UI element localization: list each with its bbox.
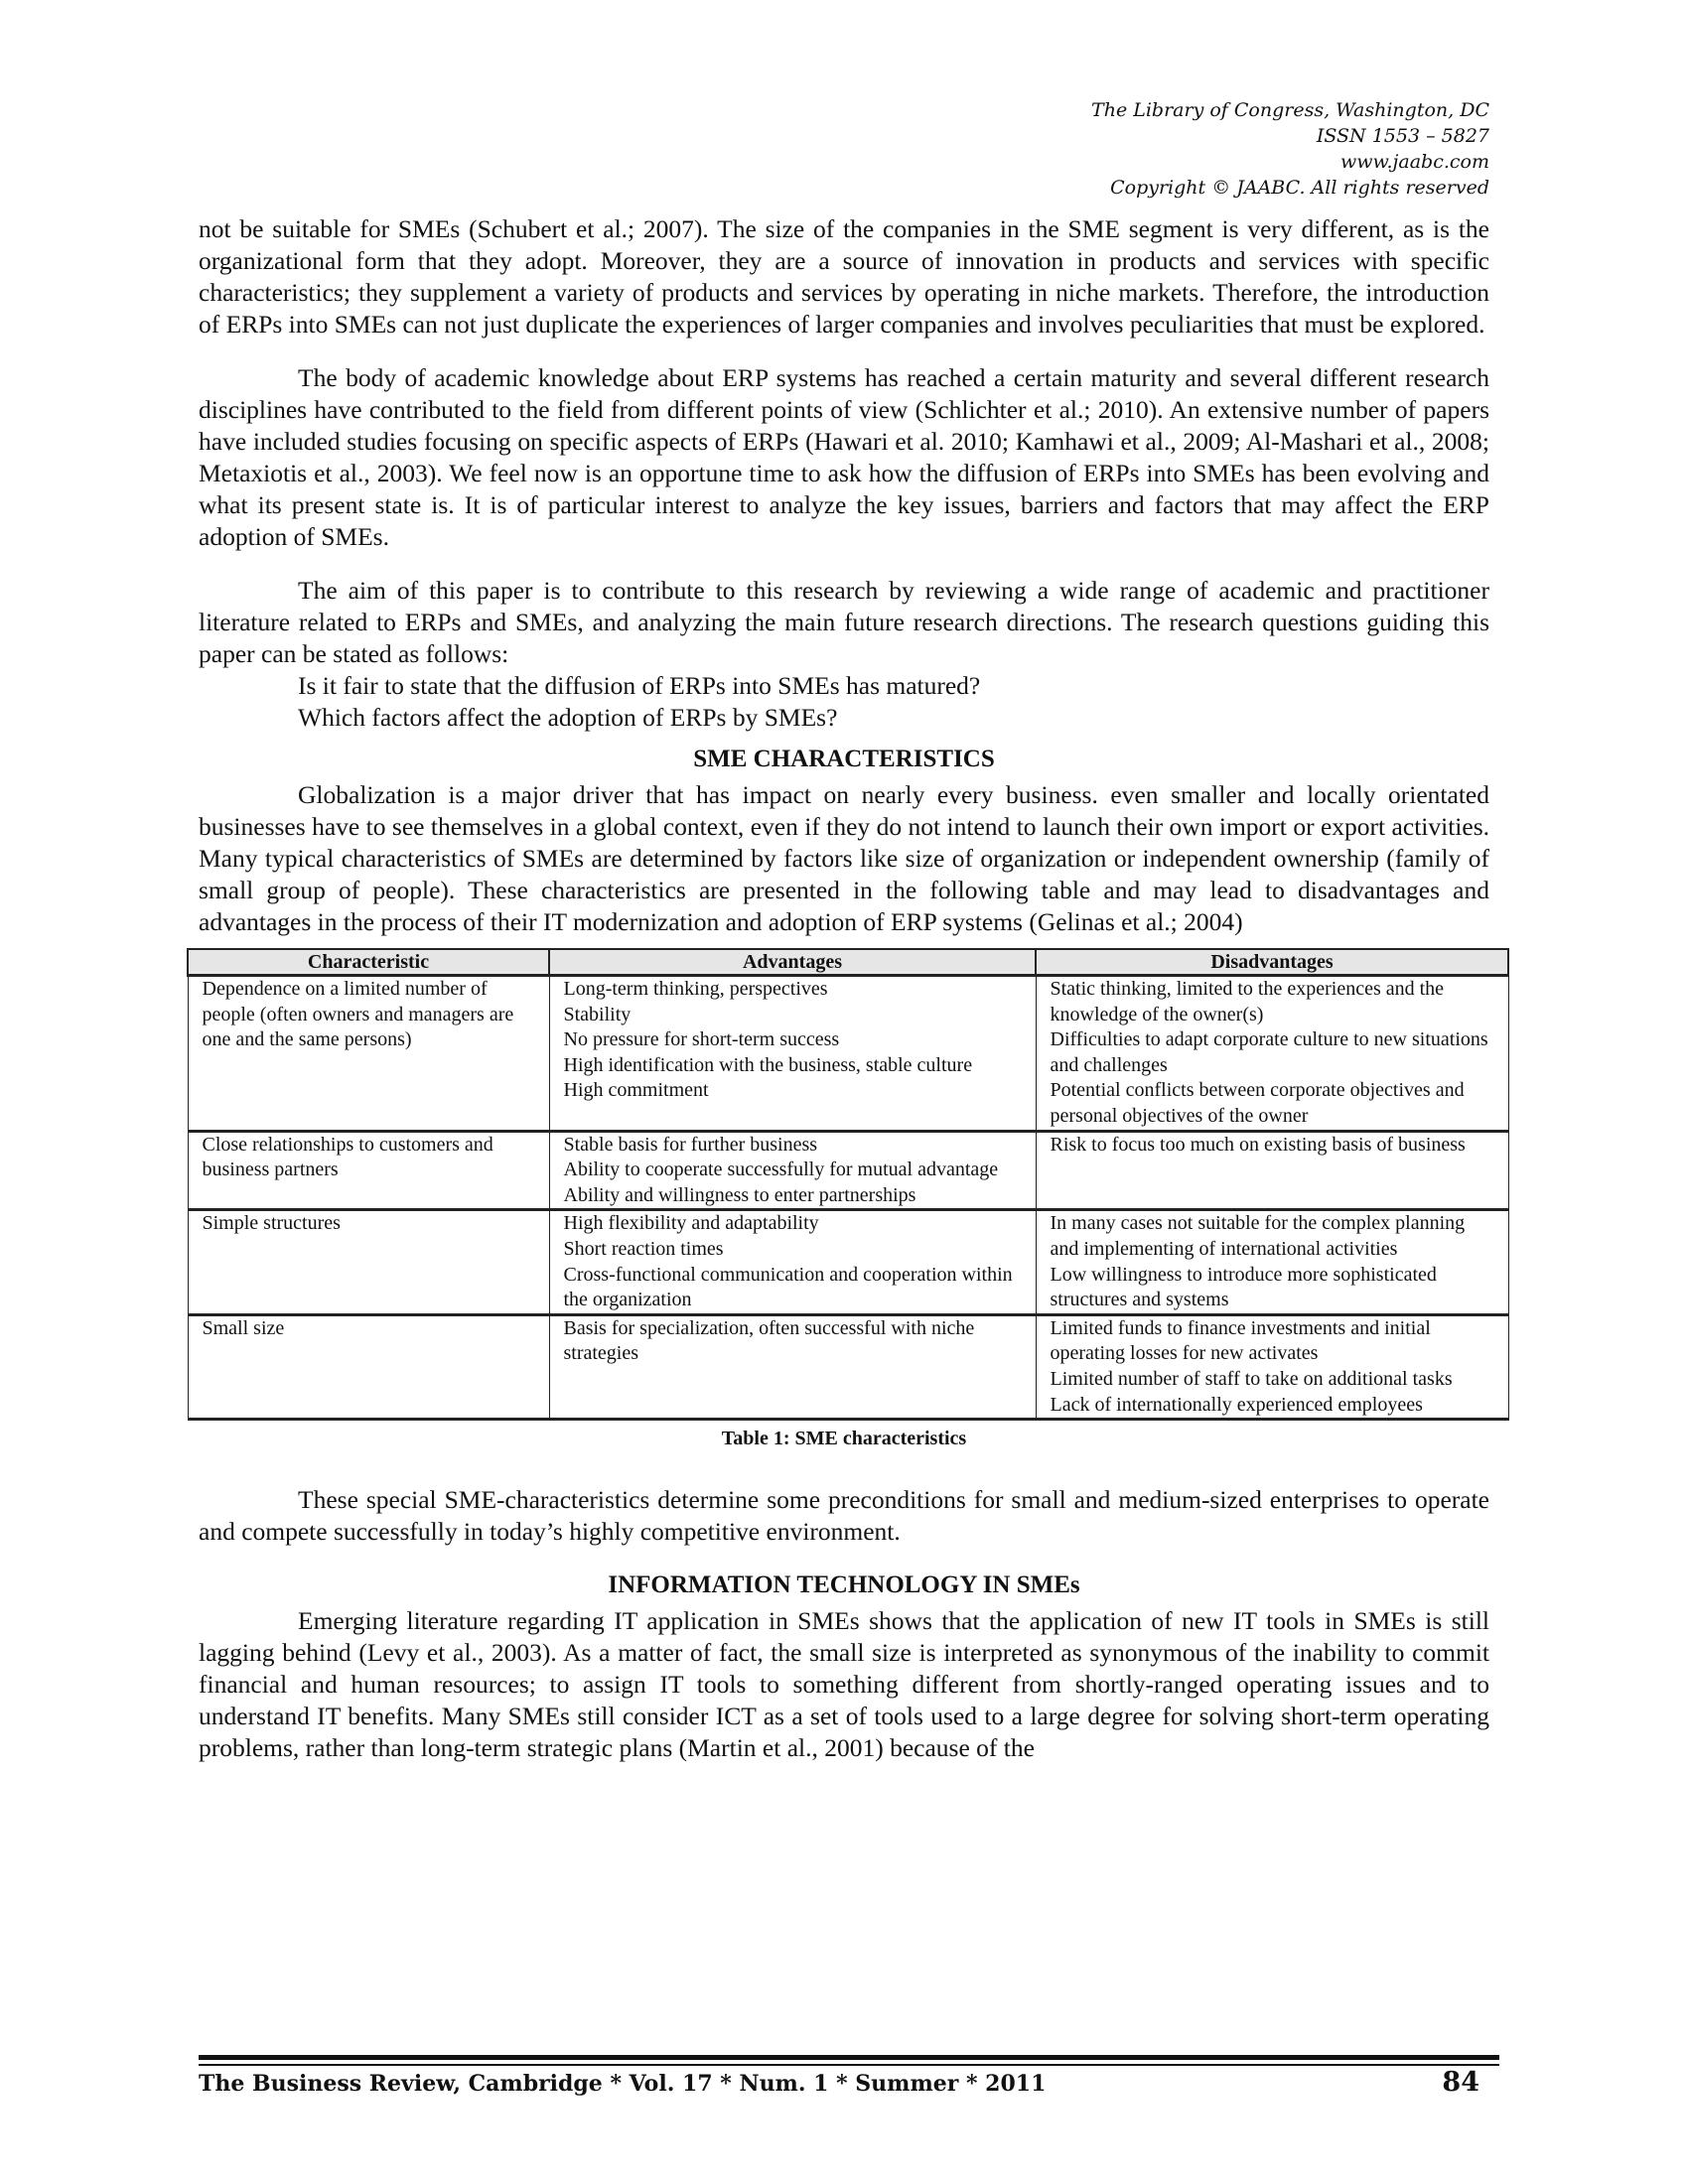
advantage-item: High commitment [563, 1079, 709, 1102]
article-body [199, 213, 1489, 1764]
disadvantage-item: Limited funds to finance investments and initial operating losses for new activates [1050, 1316, 1431, 1365]
paragraph-4: Globalization is a major driver that has impact on nearly every business. even smaller and locally orientated businesses have to see themselves in a global context, even if they do not intend to launch their own import or export activities. Many typical characteristics of SMEs are determined by factors like size of organization or independent ownership (family of small group of people). These characteristics are presented in the following table and may lead to disadvantages and advantages in the process of their IT modernization and adoption of ERP systems (Gelinas et al.; 2004) [199, 780, 1489, 936]
cell-characteristic: Small size [188, 1314, 549, 1419]
advantage-item: Ability and willingness to enter partnerships [563, 1183, 916, 1206]
advantage-item: High identification with the business, stable culture [563, 1053, 973, 1076]
advantage-item: Stability [563, 1003, 632, 1025]
column-header-advantages: Advantages [549, 949, 1036, 976]
footer-rule-thin [199, 2064, 1499, 2066]
advantage-item: No pressure for short-term success [563, 1028, 840, 1051]
research-question-2: Which factors affect the adoption of ERPs by SMEs? [298, 703, 838, 732]
advantage-item: Long-term thinking, perspectives [563, 978, 828, 1000]
table-row [188, 1131, 1508, 1210]
research-question-1: Is it fair to state that the diffusion of ERPs into SMEs has matured? [298, 671, 981, 700]
disadvantage-item: In many cases not suitable for the complex planning and implementing of international activities [1050, 1212, 1466, 1260]
advantage-item: High flexibility and adaptability [563, 1212, 819, 1235]
cell-characteristic: Close relationships to customers and business partners [188, 1131, 549, 1210]
disadvantage-item: Lack of internationally experienced employees [1050, 1393, 1423, 1416]
advantage-item: Stable basis for further business [563, 1133, 818, 1156]
cell-disadvantages [1036, 1210, 1508, 1314]
table-row [188, 976, 1508, 1132]
disadvantage-item: Potential conflicts between corporate objectives and personal objectives of the owner [1050, 1079, 1465, 1127]
advantage-item: Cross-functional communication and cooperation within the organization [563, 1263, 1013, 1311]
paragraph-2: The body of academic knowledge about ERP systems has reached a certain maturity and several different research disciplines have contributed to the field from different points of view (Schlichter et al.; 2010). An extensive number of papers have included studies focusing on specific aspects of ERPs (Hawari et al. 2010; Kamhawi et al., 2009; Al-Mashari et al., 2008; Metaxiotis et al., 2003). We feel now is an opportune time to ask how the diffusion of ERPs into SMEs has been evolving and what its present state is. It is of particular interest to analyze the key issues, barriers and factors that may affect the ERP adoption of SMEs. [199, 363, 1489, 551]
paragraph-3: The aim of this paper is to contribute to this research by reviewing a wide range of academic and practitioner literature related to ERPs and SMEs, and analyzing the main future research directions. The research questions guiding this paper can be stated as follows: [199, 576, 1489, 668]
sme-characteristics-table [187, 948, 1509, 1421]
cell-advantages [549, 1131, 1036, 1210]
column-header-disadvantages: Disadvantages [1036, 949, 1508, 976]
disadvantage-item: Limited number of staff to take on additional tasks [1050, 1367, 1453, 1390]
section-heading-sme-characteristics: SME CHARACTERISTICS [693, 746, 995, 772]
cell-characteristic: Dependence on a limited number of people (often owners and managers are one and the same persons) [188, 976, 549, 1132]
disadvantage-item: Difficulties to adapt corporate culture to new situations and challenges [1050, 1028, 1488, 1076]
header-line-1: The Library of Congress, Washington, DC [1091, 99, 1489, 121]
cell-disadvantages [1036, 1314, 1508, 1419]
paragraph-6: Emerging literature regarding IT application in SMEs shows that the application of new IT tools in SMEs is still lagging behind (Levy et al., 2003). As a matter of fact, the small size is interpreted as synonymous of the inability to commit financial and human resources; to assign IT tools to something different from shortly-ranged operating issues and to understand IT benefits. Many SMEs still consider ICT as a set of tools used to a large degree for solving short-term operating problems, rather than long-term strategic plans (Martin et al., 2001) because of the [199, 1606, 1489, 1763]
journal-header [1091, 97, 1489, 201]
advantage-item: Basis for specialization, often successful with niche strategies [563, 1316, 975, 1365]
disadvantage-item: Risk to focus too much on existing basis of business [1050, 1133, 1466, 1156]
cell-advantages [549, 976, 1036, 1132]
table-row [188, 1314, 1508, 1419]
cell-advantages [549, 1210, 1036, 1314]
header-line-2: ISSN 1553 – 5827 [1316, 125, 1489, 147]
paragraph-5: These special SME-characteristics determine some preconditions for small and medium-sized enterprises to operate and compete successfully in today’s highly competitive environment. [199, 1485, 1489, 1547]
column-header-characteristic: Characteristic [188, 949, 549, 976]
cell-disadvantages [1036, 976, 1508, 1132]
section-heading-it-in-smes: INFORMATION TECHNOLOGY IN SMEs [608, 1571, 1080, 1599]
page-number: 84 [1442, 2067, 1479, 2098]
advantage-item: Ability to cooperate successfully for mutual advantage [563, 1159, 999, 1181]
table-row [188, 1210, 1508, 1314]
disadvantage-item: Static thinking, limited to the experiences and the knowledge of the owner(s) [1050, 978, 1445, 1025]
cell-advantages [549, 1314, 1036, 1419]
footer-journal-info: The Business Review, Cambridge * Vol. 17 * Num. 1 * Summer * 2011 [199, 2071, 1047, 2097]
footer-rule-thick [199, 2055, 1499, 2060]
disadvantage-item: Low willingness to introduce more sophisticated structures and systems [1050, 1263, 1437, 1311]
cell-disadvantages [1036, 1131, 1508, 1210]
table-caption: Table 1: SME characteristics [721, 1428, 967, 1450]
header-line-4: Copyright © JAABC. All rights reserved [1110, 177, 1489, 199]
cell-characteristic: Simple structures [188, 1210, 549, 1314]
table-header-row [188, 949, 1508, 976]
paragraph-1: not be suitable for SMEs (Schubert et al.; 2007). The size of the companies in the SME segment is very different, as is the organizational form that they adopt. Moreover, they are a source of innovation in products and services with specific characteristics; they supplement a variety of products and services by operating in niche markets. Therefore, the introduction of ERPs into SMEs can not just duplicate the experiences of larger companies and involves peculiarities that must be explored. [199, 214, 1489, 339]
advantage-item: Short reaction times [563, 1237, 724, 1260]
header-line-3: www.jaabc.com [1339, 151, 1489, 173]
